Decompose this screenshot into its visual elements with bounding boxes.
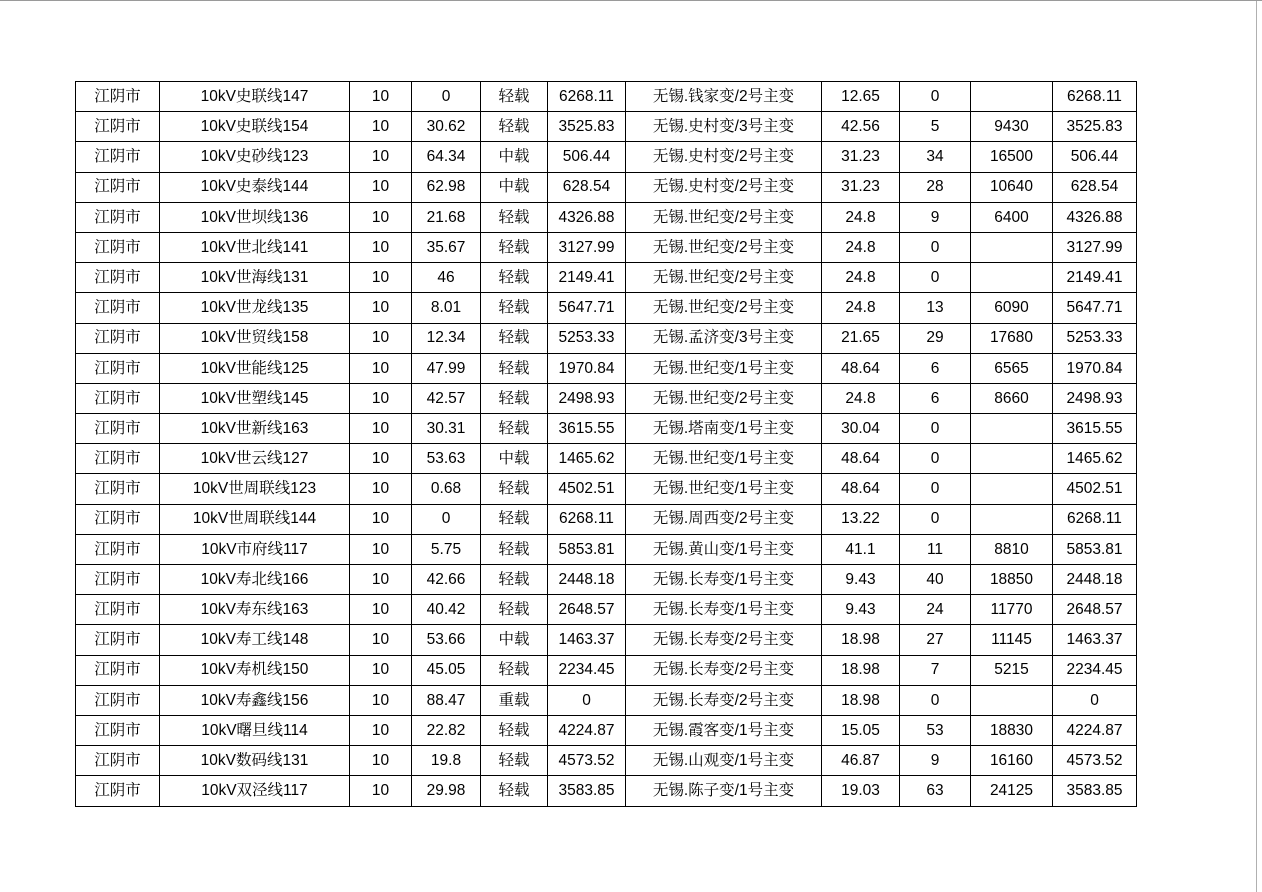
count-cell: 28 [900,172,971,202]
table-body [76,82,1137,807]
count-cell: 6 [900,383,971,413]
table-row [76,353,1137,383]
table-row [76,474,1137,504]
capacity-cell [971,685,1053,715]
transformer-load-cell: 19.03 [822,776,900,806]
count-cell: 6 [900,353,971,383]
load-rate-cell: 88.47 [412,685,481,715]
spare-capacity-cell: 3615.55 [548,414,626,444]
voltage-cell: 10 [350,172,412,202]
spare-capacity-cell: 2448.18 [548,565,626,595]
available-capacity-cell: 6268.11 [1053,504,1137,534]
capacity-cell: 17680 [971,323,1053,353]
transformer-cell: 无锡.长寿变/2号主变 [626,625,822,655]
load-rate-cell: 0 [412,504,481,534]
load-rate-cell: 21.68 [412,202,481,232]
transformer-load-cell: 24.8 [822,383,900,413]
available-capacity-cell: 4326.88 [1053,202,1137,232]
load-rate-cell: 30.62 [412,112,481,142]
capacity-cell: 6565 [971,353,1053,383]
count-cell: 0 [900,685,971,715]
city-cell: 江阴市 [76,685,160,715]
transformer-cell: 无锡.史村变/3号主变 [626,112,822,142]
spare-capacity-cell: 2149.41 [548,263,626,293]
spare-capacity-cell: 6268.11 [548,82,626,112]
table-row [76,625,1137,655]
count-cell: 40 [900,565,971,595]
load-status-cell: 轻载 [481,715,548,745]
voltage-cell: 10 [350,776,412,806]
table-row [76,504,1137,534]
city-cell: 江阴市 [76,776,160,806]
load-status-cell: 轻载 [481,323,548,353]
count-cell: 5 [900,112,971,142]
available-capacity-cell: 2234.45 [1053,655,1137,685]
feeder-name-cell: 10kV世云线127 [160,444,350,474]
load-rate-cell: 5.75 [412,534,481,564]
capacity-cell [971,444,1053,474]
spare-capacity-cell: 2498.93 [548,383,626,413]
spare-capacity-cell: 3525.83 [548,112,626,142]
available-capacity-cell: 4224.87 [1053,715,1137,745]
transformer-cell: 无锡.世纪变/2号主变 [626,263,822,293]
available-capacity-cell: 2498.93 [1053,383,1137,413]
count-cell: 0 [900,444,971,474]
transformer-load-cell: 24.8 [822,293,900,323]
available-capacity-cell: 1463.37 [1053,625,1137,655]
available-capacity-cell: 3525.83 [1053,112,1137,142]
voltage-cell: 10 [350,263,412,293]
count-cell: 34 [900,142,971,172]
transformer-load-cell: 41.1 [822,534,900,564]
city-cell: 江阴市 [76,504,160,534]
load-status-cell: 重载 [481,685,548,715]
voltage-cell: 10 [350,474,412,504]
count-cell: 0 [900,504,971,534]
city-cell: 江阴市 [76,746,160,776]
count-cell: 29 [900,323,971,353]
count-cell: 7 [900,655,971,685]
transformer-load-cell: 18.98 [822,685,900,715]
voltage-cell: 10 [350,746,412,776]
capacity-cell: 10640 [971,172,1053,202]
transformer-cell: 无锡.世纪变/1号主变 [626,444,822,474]
feeder-load-table [75,81,1137,807]
transformer-cell: 无锡.史村变/2号主变 [626,142,822,172]
city-cell: 江阴市 [76,232,160,262]
capacity-cell [971,474,1053,504]
available-capacity-cell: 0 [1053,685,1137,715]
city-cell: 江阴市 [76,414,160,444]
available-capacity-cell: 3583.85 [1053,776,1137,806]
feeder-name-cell: 10kV世塑线145 [160,383,350,413]
spare-capacity-cell: 5647.71 [548,293,626,323]
load-rate-cell: 42.57 [412,383,481,413]
load-status-cell: 轻载 [481,776,548,806]
city-cell: 江阴市 [76,293,160,323]
feeder-name-cell: 10kV史泰线144 [160,172,350,202]
feeder-name-cell: 10kV世北线141 [160,232,350,262]
voltage-cell: 10 [350,444,412,474]
available-capacity-cell: 4573.52 [1053,746,1137,776]
count-cell: 11 [900,534,971,564]
transformer-load-cell: 48.64 [822,353,900,383]
voltage-cell: 10 [350,323,412,353]
voltage-cell: 10 [350,202,412,232]
capacity-cell: 9430 [971,112,1053,142]
transformer-cell: 无锡.孟济变/3号主变 [626,323,822,353]
available-capacity-cell: 1465.62 [1053,444,1137,474]
city-cell: 江阴市 [76,82,160,112]
spare-capacity-cell: 1970.84 [548,353,626,383]
load-status-cell: 轻载 [481,414,548,444]
load-status-cell: 轻载 [481,565,548,595]
available-capacity-cell: 6268.11 [1053,82,1137,112]
load-status-cell: 中载 [481,172,548,202]
table-row [76,142,1137,172]
capacity-cell: 11145 [971,625,1053,655]
capacity-cell: 18850 [971,565,1053,595]
transformer-load-cell: 31.23 [822,142,900,172]
count-cell: 53 [900,715,971,745]
transformer-load-cell: 30.04 [822,414,900,444]
transformer-load-cell: 24.8 [822,202,900,232]
transformer-cell: 无锡.长寿变/2号主变 [626,655,822,685]
count-cell: 0 [900,263,971,293]
capacity-cell: 6090 [971,293,1053,323]
available-capacity-cell: 1970.84 [1053,353,1137,383]
feeder-name-cell: 10kV史联线154 [160,112,350,142]
load-status-cell: 轻载 [481,353,548,383]
table-row [76,444,1137,474]
transformer-load-cell: 9.43 [822,565,900,595]
capacity-cell: 24125 [971,776,1053,806]
count-cell: 63 [900,776,971,806]
spare-capacity-cell: 1465.62 [548,444,626,474]
feeder-name-cell: 10kV世坝线136 [160,202,350,232]
available-capacity-cell: 3127.99 [1053,232,1137,262]
count-cell: 0 [900,474,971,504]
capacity-cell [971,82,1053,112]
city-cell: 江阴市 [76,595,160,625]
load-status-cell: 轻载 [481,595,548,625]
table-row [76,112,1137,142]
load-rate-cell: 40.42 [412,595,481,625]
voltage-cell: 10 [350,595,412,625]
load-status-cell: 轻载 [481,202,548,232]
transformer-load-cell: 48.64 [822,474,900,504]
table-row [76,202,1137,232]
load-status-cell: 中载 [481,444,548,474]
voltage-cell: 10 [350,715,412,745]
load-status-cell: 轻载 [481,263,548,293]
voltage-cell: 10 [350,353,412,383]
table-row [76,263,1137,293]
voltage-cell: 10 [350,565,412,595]
feeder-name-cell: 10kV世能线125 [160,353,350,383]
spare-capacity-cell: 5853.81 [548,534,626,564]
city-cell: 江阴市 [76,142,160,172]
transformer-load-cell: 46.87 [822,746,900,776]
feeder-name-cell: 10kV市府线117 [160,534,350,564]
feeder-name-cell: 10kV寿北线166 [160,565,350,595]
transformer-load-cell: 48.64 [822,444,900,474]
available-capacity-cell: 3615.55 [1053,414,1137,444]
load-status-cell: 轻载 [481,746,548,776]
feeder-name-cell: 10kV世龙线135 [160,293,350,323]
available-capacity-cell: 5853.81 [1053,534,1137,564]
capacity-cell: 16160 [971,746,1053,776]
load-status-cell: 轻载 [481,655,548,685]
transformer-load-cell: 13.22 [822,504,900,534]
load-rate-cell: 47.99 [412,353,481,383]
count-cell: 0 [900,82,971,112]
transformer-load-cell: 24.8 [822,263,900,293]
capacity-cell [971,263,1053,293]
available-capacity-cell: 2149.41 [1053,263,1137,293]
table-row [76,172,1137,202]
feeder-name-cell: 10kV史联线147 [160,82,350,112]
city-cell: 江阴市 [76,383,160,413]
voltage-cell: 10 [350,534,412,564]
transformer-load-cell: 12.65 [822,82,900,112]
count-cell: 13 [900,293,971,323]
spare-capacity-cell: 506.44 [548,142,626,172]
transformer-cell: 无锡.世纪变/1号主变 [626,353,822,383]
voltage-cell: 10 [350,232,412,262]
table-row [76,323,1137,353]
feeder-name-cell: 10kV世周联线144 [160,504,350,534]
load-rate-cell: 53.63 [412,444,481,474]
load-rate-cell: 35.67 [412,232,481,262]
city-cell: 江阴市 [76,172,160,202]
spare-capacity-cell: 4224.87 [548,715,626,745]
capacity-cell: 5215 [971,655,1053,685]
voltage-cell: 10 [350,685,412,715]
voltage-cell: 10 [350,142,412,172]
feeder-name-cell: 10kV世新线163 [160,414,350,444]
transformer-cell: 无锡.陈子变/1号主变 [626,776,822,806]
table-row [76,534,1137,564]
spare-capacity-cell: 628.54 [548,172,626,202]
load-rate-cell: 45.05 [412,655,481,685]
transformer-cell: 无锡.周西变/2号主变 [626,504,822,534]
load-status-cell: 中载 [481,142,548,172]
feeder-name-cell: 10kV曙旦线114 [160,715,350,745]
table-row [76,414,1137,444]
feeder-name-cell: 10kV寿机线150 [160,655,350,685]
transformer-load-cell: 21.65 [822,323,900,353]
transformer-load-cell: 42.56 [822,112,900,142]
voltage-cell: 10 [350,414,412,444]
load-rate-cell: 12.34 [412,323,481,353]
feeder-name-cell: 10kV世贸线158 [160,323,350,353]
city-cell: 江阴市 [76,534,160,564]
capacity-cell: 6400 [971,202,1053,232]
table-row [76,293,1137,323]
city-cell: 江阴市 [76,444,160,474]
table-row [76,82,1137,112]
page-edge-line [1256,1,1257,892]
capacity-cell: 8660 [971,383,1053,413]
table-row [76,655,1137,685]
transformer-load-cell: 31.23 [822,172,900,202]
load-rate-cell: 30.31 [412,414,481,444]
load-rate-cell: 53.66 [412,625,481,655]
available-capacity-cell: 628.54 [1053,172,1137,202]
count-cell: 0 [900,414,971,444]
feeder-name-cell: 10kV世海线131 [160,263,350,293]
table-row [76,232,1137,262]
feeder-name-cell: 10kV数码线131 [160,746,350,776]
city-cell: 江阴市 [76,625,160,655]
voltage-cell: 10 [350,504,412,534]
transformer-cell: 无锡.世纪变/1号主变 [626,474,822,504]
voltage-cell: 10 [350,293,412,323]
load-status-cell: 轻载 [481,293,548,323]
table-row [76,715,1137,745]
table-row [76,746,1137,776]
load-rate-cell: 46 [412,263,481,293]
spare-capacity-cell: 6268.11 [548,504,626,534]
transformer-cell: 无锡.世纪变/2号主变 [626,293,822,323]
spare-capacity-cell: 5253.33 [548,323,626,353]
transformer-load-cell: 15.05 [822,715,900,745]
count-cell: 27 [900,625,971,655]
transformer-load-cell: 18.98 [822,655,900,685]
city-cell: 江阴市 [76,202,160,232]
voltage-cell: 10 [350,655,412,685]
load-rate-cell: 42.66 [412,565,481,595]
load-rate-cell: 64.34 [412,142,481,172]
transformer-cell: 无锡.长寿变/2号主变 [626,685,822,715]
load-status-cell: 轻载 [481,534,548,564]
available-capacity-cell: 2448.18 [1053,565,1137,595]
transformer-load-cell: 24.8 [822,232,900,262]
load-status-cell: 轻载 [481,504,548,534]
city-cell: 江阴市 [76,474,160,504]
table-row [76,776,1137,806]
transformer-cell: 无锡.世纪变/2号主变 [626,383,822,413]
city-cell: 江阴市 [76,353,160,383]
capacity-cell [971,232,1053,262]
spare-capacity-cell: 2234.45 [548,655,626,685]
transformer-cell: 无锡.长寿变/1号主变 [626,565,822,595]
load-rate-cell: 22.82 [412,715,481,745]
table-row [76,595,1137,625]
table-row [76,685,1137,715]
capacity-cell [971,504,1053,534]
city-cell: 江阴市 [76,565,160,595]
voltage-cell: 10 [350,112,412,142]
capacity-cell: 16500 [971,142,1053,172]
load-rate-cell: 19.8 [412,746,481,776]
feeder-name-cell: 10kV寿工线148 [160,625,350,655]
load-rate-cell: 29.98 [412,776,481,806]
table-row [76,383,1137,413]
transformer-cell: 无锡.黄山变/1号主变 [626,534,822,564]
load-rate-cell: 0.68 [412,474,481,504]
transformer-load-cell: 18.98 [822,625,900,655]
available-capacity-cell: 5647.71 [1053,293,1137,323]
transformer-cell: 无锡.塔南变/1号主变 [626,414,822,444]
available-capacity-cell: 506.44 [1053,142,1137,172]
load-status-cell: 轻载 [481,474,548,504]
transformer-cell: 无锡.世纪变/2号主变 [626,202,822,232]
load-status-cell: 轻载 [481,383,548,413]
count-cell: 24 [900,595,971,625]
count-cell: 0 [900,232,971,262]
load-status-cell: 中载 [481,625,548,655]
transformer-cell: 无锡.世纪变/2号主变 [626,232,822,262]
spare-capacity-cell: 2648.57 [548,595,626,625]
voltage-cell: 10 [350,383,412,413]
city-cell: 江阴市 [76,655,160,685]
city-cell: 江阴市 [76,715,160,745]
load-rate-cell: 8.01 [412,293,481,323]
transformer-cell: 无锡.钱家变/2号主变 [626,82,822,112]
load-status-cell: 轻载 [481,82,548,112]
transformer-cell: 无锡.史村变/2号主变 [626,172,822,202]
count-cell: 9 [900,746,971,776]
load-status-cell: 轻载 [481,232,548,262]
feeder-name-cell: 10kV寿东线163 [160,595,350,625]
spare-capacity-cell: 4502.51 [548,474,626,504]
available-capacity-cell: 2648.57 [1053,595,1137,625]
spare-capacity-cell: 4326.88 [548,202,626,232]
capacity-cell [971,414,1053,444]
capacity-cell: 11770 [971,595,1053,625]
feeder-name-cell: 10kV寿鑫线156 [160,685,350,715]
spare-capacity-cell: 0 [548,685,626,715]
transformer-cell: 无锡.长寿变/1号主变 [626,595,822,625]
city-cell: 江阴市 [76,112,160,142]
capacity-cell: 18830 [971,715,1053,745]
transformer-cell: 无锡.霞客变/1号主变 [626,715,822,745]
city-cell: 江阴市 [76,323,160,353]
transformer-load-cell: 9.43 [822,595,900,625]
transformer-cell: 无锡.山观变/1号主变 [626,746,822,776]
available-capacity-cell: 4502.51 [1053,474,1137,504]
spare-capacity-cell: 3583.85 [548,776,626,806]
table-row [76,565,1137,595]
capacity-cell: 8810 [971,534,1053,564]
load-rate-cell: 62.98 [412,172,481,202]
city-cell: 江阴市 [76,263,160,293]
feeder-name-cell: 10kV史砂线123 [160,142,350,172]
load-status-cell: 轻载 [481,112,548,142]
spare-capacity-cell: 3127.99 [548,232,626,262]
load-rate-cell: 0 [412,82,481,112]
available-capacity-cell: 5253.33 [1053,323,1137,353]
voltage-cell: 10 [350,82,412,112]
spare-capacity-cell: 4573.52 [548,746,626,776]
voltage-cell: 10 [350,625,412,655]
spare-capacity-cell: 1463.37 [548,625,626,655]
count-cell: 9 [900,202,971,232]
feeder-name-cell: 10kV世周联线123 [160,474,350,504]
feeder-name-cell: 10kV双泾线117 [160,776,350,806]
